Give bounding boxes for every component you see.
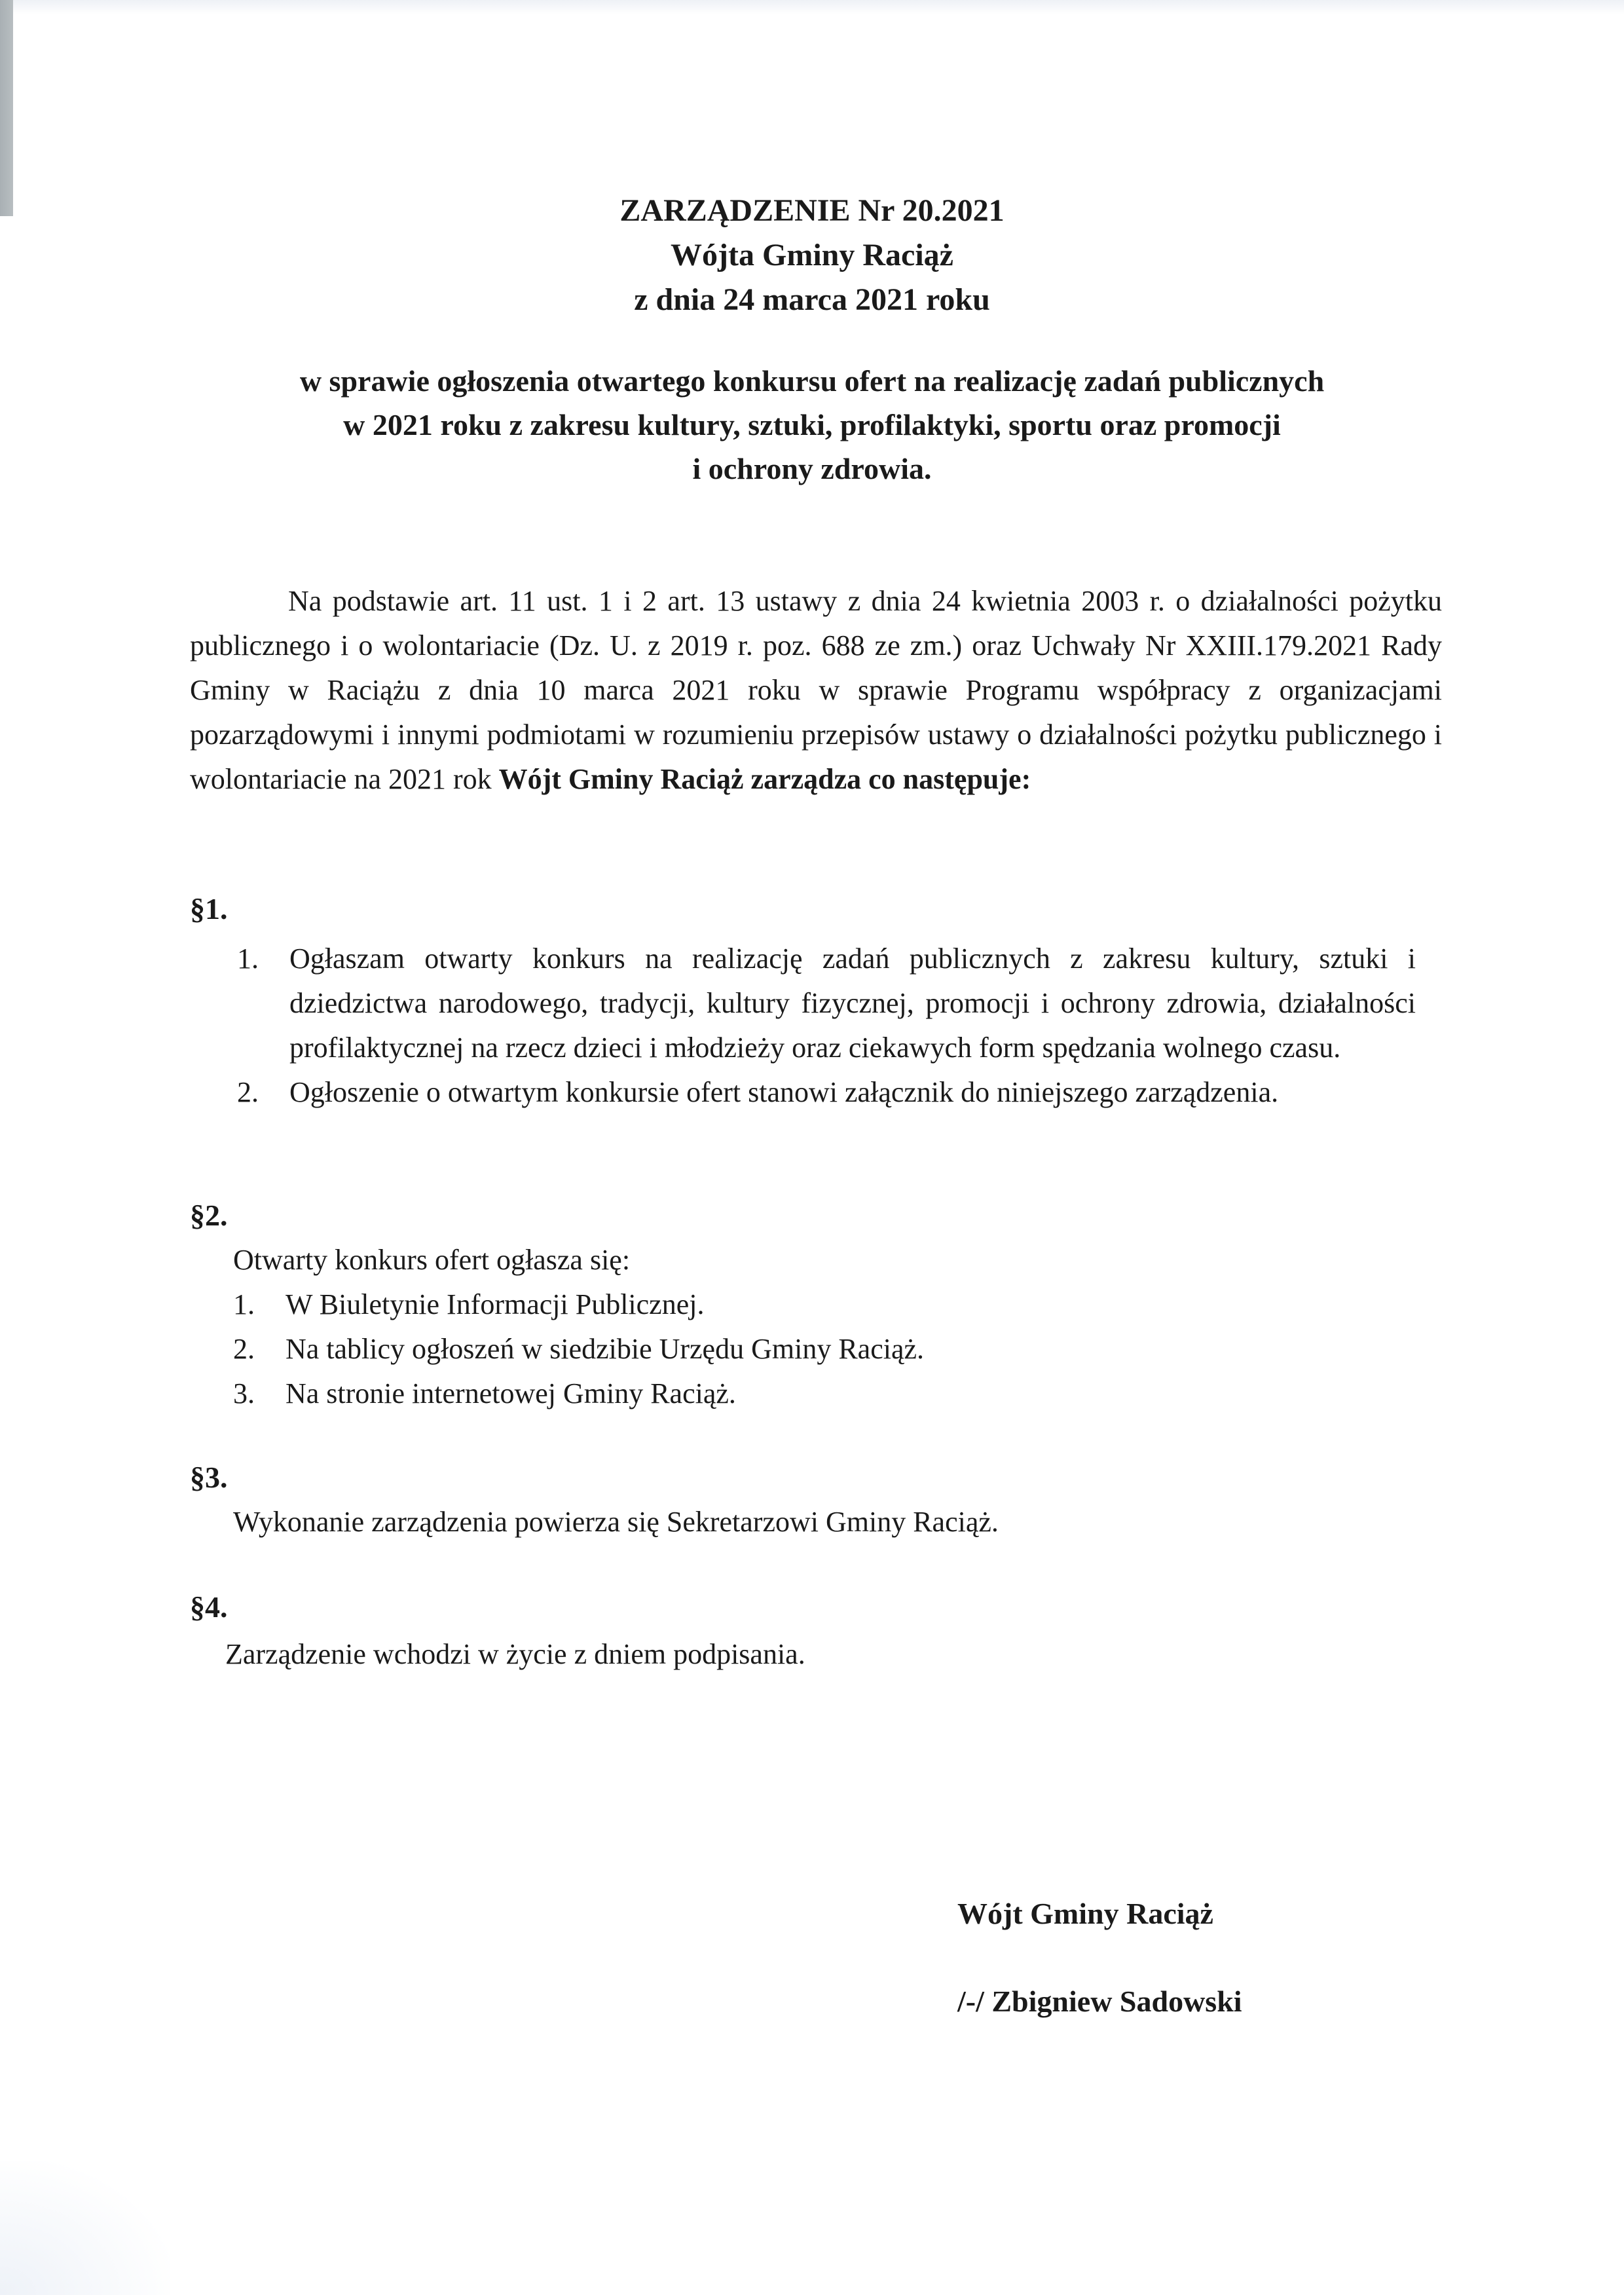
- section-1-item-1: [237, 937, 1416, 1070]
- section-1-list: [237, 937, 1416, 1115]
- document-date: z dnia 24 marca 2021 roku: [634, 282, 990, 317]
- preamble-text: Na podstawie art. 11 ust. 1 i 2 art. 13 ustawy z dnia 24 kwietnia 2003 r. o działalności pożytku publicznego i o wolontariacie (Dz. U. z 2019 r. poz. 688 ze zm.) oraz Uchwały Nr XXIII.179.2021 Rady Gminy w Raciążu z dnia 10 marca 2021 roku w sprawie Programu współpracy z organizacjami pozarządowymi i innymi podmiotami w rozumieniu przepisów ustawy o działalności pożytku publicznego i wolontariacie na 2021 rok: [190, 585, 1442, 795]
- document-header: [0, 189, 1624, 322]
- section-2-item-3: [233, 1371, 1281, 1416]
- document-issuer: Wójta Gminy Raciąż: [671, 238, 953, 272]
- section-2-intro: Otwarty konkurs ofert ogłasza się:: [233, 1244, 631, 1276]
- section-2-item-1: [233, 1282, 1281, 1327]
- section-3-text: Wykonanie zarządzenia powierza się Sekretarzowi Gminy Raciąż.: [233, 1506, 999, 1538]
- item-number: 1.: [237, 942, 259, 975]
- item-text: Ogłaszam otwarty konkurs na realizację zadań publicznych z zakresu kultury, sztuki i dziedzictwa narodowego, tradycji, kultury fizycznej, promocji i ochrony zdrowia, działalności profilaktycznej na rzecz dzieci i młodzieży oraz ciekawych form spędzania wolnego czasu.: [289, 942, 1416, 1064]
- subject-line-1: w sprawie ogłoszenia otwartego konkursu ofert na realizację zadań publicznych: [299, 364, 1325, 398]
- subject-line-3: i ochrony zdrowia.: [692, 452, 932, 485]
- scan-top-tint: [13, 0, 1624, 14]
- item-number: 2.: [233, 1333, 255, 1365]
- item-number: 1.: [233, 1288, 255, 1320]
- item-number: 2.: [237, 1076, 259, 1108]
- item-text: W Biuletynie Informacji Publicznej.: [286, 1288, 705, 1320]
- section-4-heading: §4.: [190, 1590, 228, 1624]
- section-4-text: Zarządzenie wchodzi w życie z dniem podpisania.: [225, 1638, 805, 1670]
- scan-edge-shadow: [0, 0, 13, 216]
- document-subject: [0, 359, 1624, 491]
- section-2-item-2: [233, 1327, 1281, 1371]
- signature-title: Wójt Gminy Raciąż: [957, 1897, 1213, 1930]
- item-text: Na stronie internetowej Gminy Raciąż.: [286, 1377, 736, 1409]
- item-number: 3.: [233, 1377, 255, 1409]
- section-3-heading: §3.: [190, 1461, 228, 1494]
- section-2-heading: §2.: [190, 1199, 228, 1232]
- scan-corner-tint: [0, 2161, 170, 2295]
- preamble-paragraph: [190, 579, 1442, 802]
- section-1-heading: §1.: [190, 892, 228, 925]
- item-text: Ogłoszenie o otwartym konkursie ofert stanowi załącznik do niniejszego zarządzenia.: [289, 1076, 1279, 1108]
- section-2-list: [233, 1282, 1281, 1416]
- document-title: ZARZĄDZENIE Nr 20.2021: [619, 193, 1005, 228]
- subject-line-2: w 2021 roku z zakresu kultury, sztuki, profilaktyki, sportu oraz promocji: [343, 408, 1281, 441]
- preamble-bold-tail: Wójt Gminy Raciąż zarządza co następuje:: [498, 763, 1031, 795]
- section-1-item-2: [237, 1070, 1416, 1115]
- signature-name: /-/ Zbigniew Sadowski: [957, 1985, 1242, 2018]
- item-text: Na tablicy ogłoszeń w siedzibie Urzędu Gminy Raciąż.: [286, 1333, 925, 1365]
